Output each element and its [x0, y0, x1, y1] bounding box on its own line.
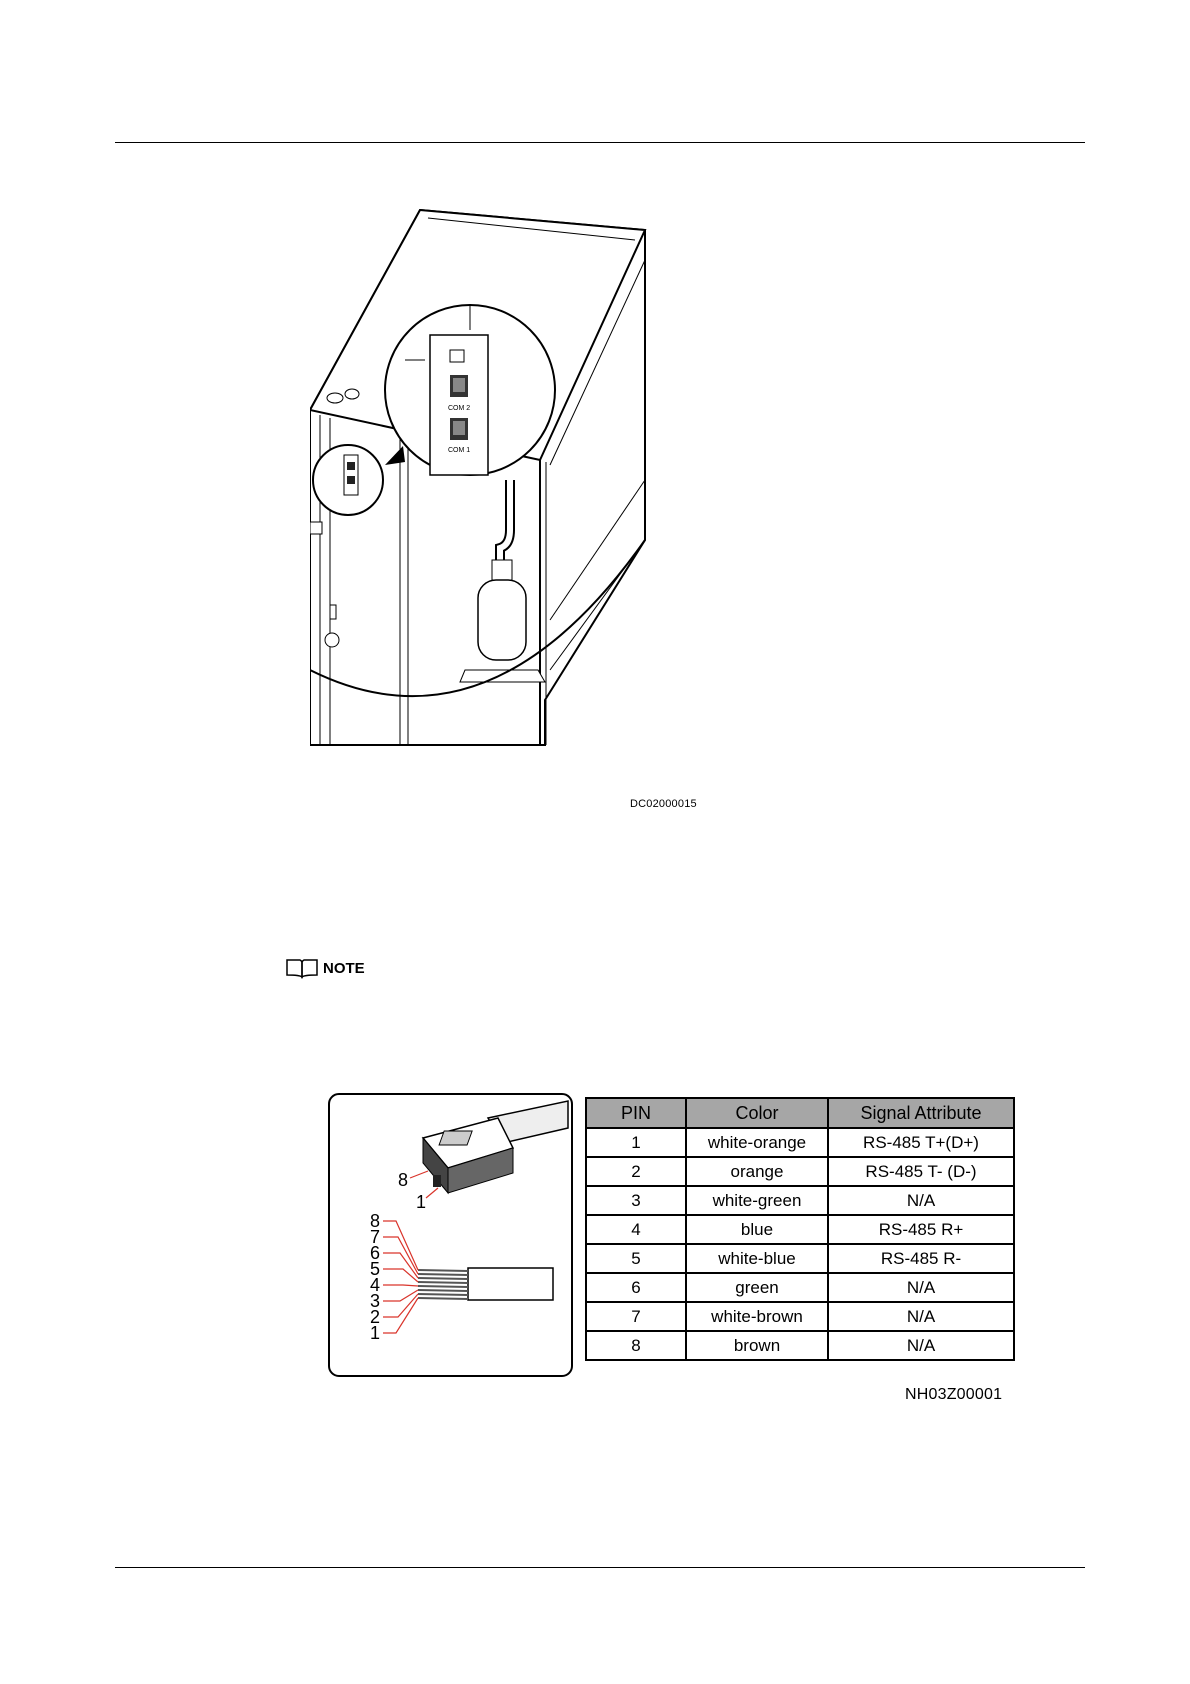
cell-color: blue — [686, 1215, 828, 1244]
figure2-code: NH03Z00001 — [905, 1386, 1003, 1403]
cell-color: white-blue — [686, 1244, 828, 1273]
wire-number: 3 — [370, 1291, 381, 1311]
cell-pin: 5 — [586, 1244, 686, 1273]
figure1-code: DC02000015 — [630, 798, 697, 810]
cell-signal: RS-485 T- (D-) — [828, 1157, 1014, 1186]
table-header-row — [586, 1098, 1014, 1128]
wire-number: 2 — [370, 1307, 381, 1327]
com2-label: COM 2 — [448, 405, 471, 412]
table-row — [586, 1302, 1014, 1331]
wire-number: 5 — [370, 1259, 381, 1279]
table-row — [586, 1273, 1014, 1302]
cell-signal: N/A — [828, 1331, 1014, 1360]
table-row — [586, 1215, 1014, 1244]
cell-color: green — [686, 1273, 828, 1302]
cell-pin: 4 — [586, 1215, 686, 1244]
com1-label: COM 1 — [448, 447, 471, 454]
wire-number: 1 — [370, 1323, 381, 1343]
table-row — [586, 1244, 1014, 1273]
cell-color: white-orange — [686, 1128, 828, 1157]
table-row — [586, 1128, 1014, 1157]
plug-label-1: 1 — [416, 1192, 427, 1212]
pin-assignment-table — [585, 1097, 1015, 1361]
cell-pin: 7 — [586, 1302, 686, 1331]
note-heading — [285, 957, 365, 979]
book-icon — [285, 957, 319, 979]
table-row — [586, 1331, 1014, 1360]
wire-number: 8 — [370, 1211, 381, 1231]
rj45-connector-diagram — [328, 1093, 573, 1377]
cell-pin: 3 — [586, 1186, 686, 1215]
cell-color: orange — [686, 1157, 828, 1186]
header-signal: Signal Attribute — [828, 1098, 1014, 1128]
cell-color: white-brown — [686, 1302, 828, 1331]
cell-signal: RS-485 R- — [828, 1244, 1014, 1273]
wire-number: 7 — [370, 1227, 381, 1247]
footer-rule — [115, 1567, 1085, 1568]
header-pin: PIN — [586, 1098, 686, 1128]
cell-signal: RS-485 T+(D+) — [828, 1128, 1014, 1157]
note-label: NOTE — [323, 959, 365, 977]
header-rule — [115, 142, 1085, 143]
cell-signal: RS-485 R+ — [828, 1215, 1014, 1244]
cell-signal: N/A — [828, 1186, 1014, 1215]
wire-number: 6 — [370, 1243, 381, 1263]
plug-label-8: 8 — [398, 1170, 409, 1190]
cell-pin: 1 — [586, 1128, 686, 1157]
table-row — [586, 1186, 1014, 1215]
header-color: Color — [686, 1098, 828, 1128]
cabinet-illustration — [310, 200, 710, 800]
cell-pin: 6 — [586, 1273, 686, 1302]
cell-color: white-green — [686, 1186, 828, 1215]
cell-signal: N/A — [828, 1302, 1014, 1331]
cell-color: brown — [686, 1331, 828, 1360]
wire-number: 4 — [370, 1275, 381, 1295]
cell-pin: 8 — [586, 1331, 686, 1360]
table-row — [586, 1157, 1014, 1186]
cell-signal: N/A — [828, 1273, 1014, 1302]
cell-pin: 2 — [586, 1157, 686, 1186]
